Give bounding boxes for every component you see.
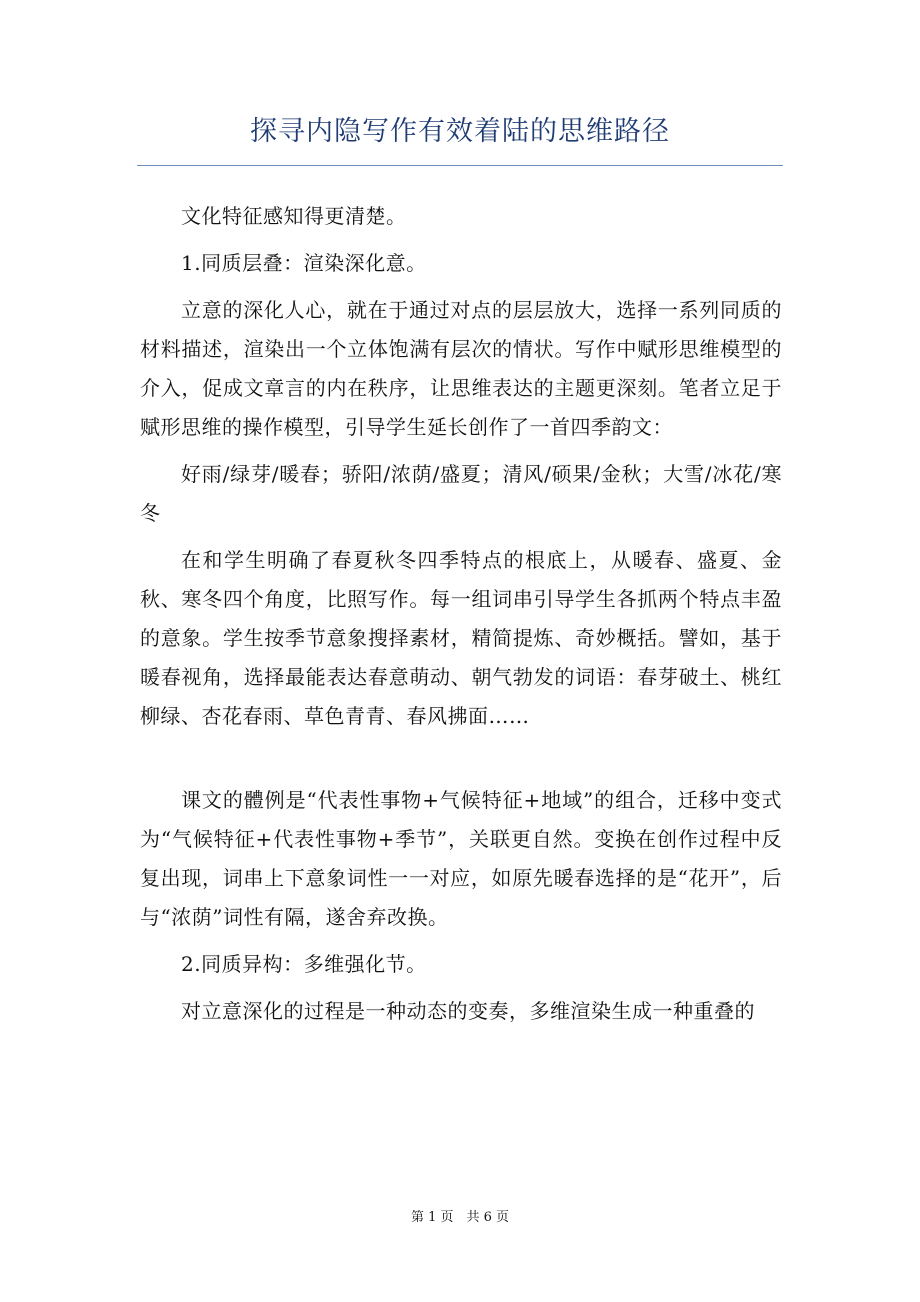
- paragraph-5: 在和学生明确了春夏秋冬四季特点的根底上，从暖春、盛夏、金秋、寒冬四个角度，比照写作。每一组词串引导学生各抓两个特点丰盈的意象。学生按季节意象搜择素材，精简提炼、奇妙概括。譬如，基于暖春视角，选择最能表达春意萌动、朝气勃发的词语：春芽破土、桃红柳绿、杏花春雨、草色青青、春风拂面……: [140, 548, 782, 728]
- section-heading-1: 1.同质层叠：渲染深化意。: [181, 251, 427, 275]
- paragraph-3: 立意的深化人心，就在于通过对点的层层放大，选择一系列同质的材料描述，渲染出一个立体饱满有层次的情状。写作中赋形思维模型的介入，促成文章言的内在秩序，让思维表达的主题更深刻。笔者立足于赋形思维的操作模型，引导学生延长创作了一首四季韵文：: [140, 298, 782, 439]
- section-heading-2: 2.同质异构：多维强化节。: [181, 952, 427, 976]
- paragraph-6: 课文的體例是“代表性事物+气候特征+地域”的组合，迁移中变式为“气候特征+代表性事物+季节”，关联更自然。变换在创作过程中反复出现，词串上下意象词性一一对应，如原先暖春选择的是“花开”，后与“浓荫”词性有隔，遂舍弃改换。: [140, 788, 782, 929]
- poem-lines: 好雨/绿芽/暖春；骄阳/浓荫/盛夏；清风/硕果/金秋；大雪/冰花/寒冬: [140, 462, 782, 525]
- title-divider: [137, 165, 783, 166]
- document-body: [140, 197, 782, 1039]
- page-title: 探寻内隐写作有效着陆的思维路径: [250, 116, 670, 147]
- paragraph-1: 文化特征感知得更清楚。: [181, 204, 407, 228]
- paragraph-8: 对立意深化的过程是一种动态的变奏，多维渲染生成一种重叠的: [181, 999, 755, 1023]
- page-number-footer: 第 1 页 共 6 页: [410, 1210, 510, 1225]
